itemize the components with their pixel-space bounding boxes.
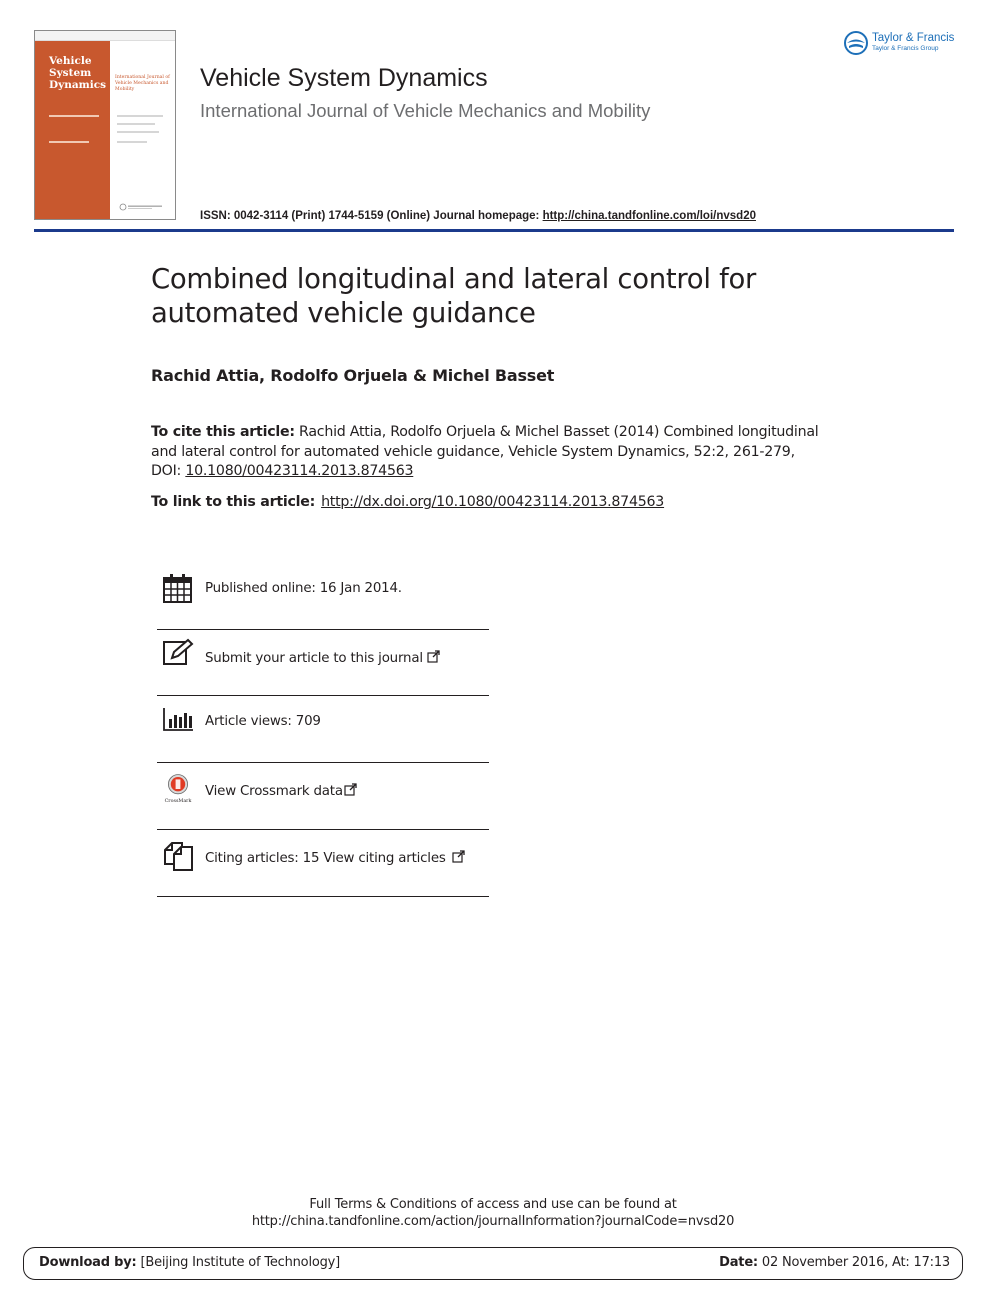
article-title bbox=[151, 262, 851, 330]
published-row bbox=[157, 570, 489, 636]
cover-title bbox=[49, 55, 111, 91]
cover-decor-line bbox=[117, 141, 147, 143]
cover-decor-line bbox=[49, 141, 89, 143]
external-link-icon bbox=[427, 650, 440, 663]
header-divider bbox=[34, 229, 954, 232]
article-title-line: automated vehicle guidance bbox=[151, 297, 536, 329]
published-date: Published online: 16 Jan 2014. bbox=[205, 581, 402, 596]
terms-url[interactable]: http://china.tandfonline.com/action/journalInformation?journalCode=nvsd20 bbox=[251, 1214, 735, 1229]
journal-cover-thumbnail bbox=[34, 30, 176, 220]
divider bbox=[157, 896, 489, 897]
cover-top-bar bbox=[35, 31, 175, 41]
submit-row[interactable] bbox=[157, 630, 489, 696]
article-title-line: Combined longitudinal and lateral control for bbox=[151, 263, 757, 295]
cover-side-text: International Journal of Vehicle Mechanics and Mobility bbox=[115, 75, 170, 92]
external-link-icon bbox=[452, 850, 465, 863]
download-label: Download by: bbox=[39, 1255, 137, 1270]
external-link-icon bbox=[344, 783, 357, 796]
cite-label: To cite this article: bbox=[151, 424, 295, 440]
cover-title-line: Vehicle bbox=[49, 55, 92, 67]
cite-text-line: Rachid Attia, Rodolfo Orjuela & Michel Basset (2014) Combined longitudinal bbox=[299, 424, 819, 440]
crossmark-label: View Crossmark data bbox=[205, 784, 343, 799]
crossmark-icon bbox=[162, 773, 194, 805]
article-views: Article views: 709 bbox=[205, 714, 321, 729]
crossmark-link[interactable] bbox=[205, 783, 357, 799]
article-doi-link[interactable]: http://dx.doi.org/10.1080/00423114.2013.874563 bbox=[321, 494, 665, 510]
citation-block bbox=[151, 423, 871, 482]
download-by bbox=[39, 1255, 340, 1270]
crossmark-row[interactable] bbox=[157, 763, 489, 829]
date-value: 02 November 2016, At: 17:13 bbox=[761, 1255, 950, 1270]
cover-publisher-logo bbox=[119, 203, 165, 211]
cite-doi-prefix: DOI: bbox=[151, 463, 186, 479]
citing-label: Citing articles: 15 View citing articles bbox=[205, 851, 446, 866]
date-label: Date: bbox=[719, 1255, 758, 1270]
cover-decor-line bbox=[117, 131, 159, 133]
article-authors: Rachid Attia, Rodolfo Orjuela & Michel Basset bbox=[151, 366, 555, 385]
cover-decor-line bbox=[49, 115, 99, 117]
calendar-icon bbox=[162, 572, 194, 604]
cite-doi-link[interactable]: 10.1080/00423114.2013.874563 bbox=[185, 463, 414, 479]
citing-articles-icon bbox=[162, 840, 194, 872]
cover-title-line: System bbox=[49, 67, 92, 79]
edit-icon bbox=[162, 638, 194, 670]
cover-title-line: Dynamics bbox=[49, 79, 107, 91]
cite-text-line: and lateral control for automated vehicle guidance, Vehicle System Dynamics, 52:2, 261-279, bbox=[151, 443, 795, 460]
journal-homepage-link[interactable]: http://china.tandfonline.com/loi/nvsd20 bbox=[542, 210, 756, 222]
download-institution: [Beijing Institute of Technology] bbox=[140, 1255, 341, 1270]
publisher-group: Taylor & Francis Group bbox=[872, 45, 939, 52]
download-date bbox=[719, 1255, 950, 1270]
citing-articles-link[interactable] bbox=[205, 850, 465, 866]
terms-notice bbox=[0, 1196, 986, 1230]
citing-row[interactable] bbox=[157, 830, 489, 896]
issn-line bbox=[200, 210, 756, 222]
submit-link[interactable] bbox=[205, 650, 440, 666]
bar-chart-icon bbox=[162, 704, 194, 736]
journal-subtitle: International Journal of Vehicle Mechanics and Mobility bbox=[200, 100, 651, 121]
submit-label: Submit your article to this journal bbox=[205, 651, 423, 666]
crossmark-caption: CrossMark bbox=[164, 798, 192, 804]
terms-line: Full Terms & Conditions of access and use can be found at bbox=[309, 1197, 677, 1212]
cover-decor-line bbox=[117, 123, 155, 125]
cover-decor-line bbox=[117, 115, 163, 117]
download-info-bar bbox=[23, 1247, 963, 1280]
article-link-line bbox=[151, 494, 664, 510]
link-label: To link to this article: bbox=[151, 494, 316, 510]
issn-text: ISSN: 0042-3114 (Print) 1744-5159 (Online) Journal homepage: bbox=[200, 210, 543, 222]
journal-title: Vehicle System Dynamics bbox=[200, 64, 488, 92]
views-row bbox=[157, 696, 489, 762]
publisher-name: Taylor & Francis bbox=[872, 32, 955, 44]
